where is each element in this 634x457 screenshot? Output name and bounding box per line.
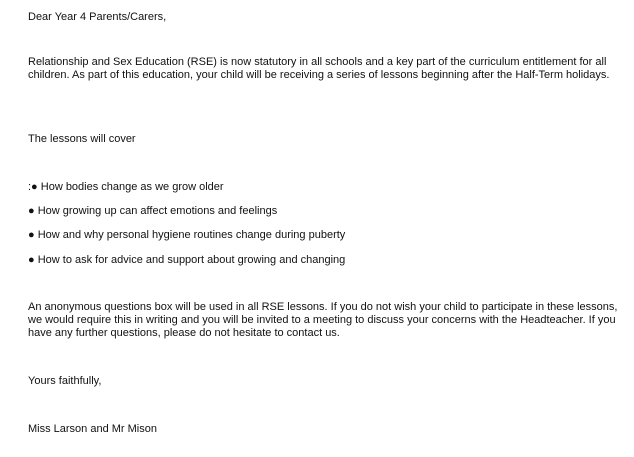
intro-paragraph: Relationship and Sex Education (RSE) is now statutory in all schools and a key part of the curriculum entitlement for all children. As part of this education, your child will be receiving a series of lessons beginning after the Half-Term holidays.	[28, 56, 610, 81]
lessons-intro: The lessons will cover	[28, 133, 136, 145]
bullet-item: ● How growing up can affect emotions and feelings	[28, 205, 278, 217]
bullet-item: :● How bodies change as we grow older	[28, 181, 224, 193]
bullet-item: ● How to ask for advice and support about growing and changing	[28, 254, 346, 266]
closing: Yours faithfully,	[28, 375, 102, 387]
questions-paragraph: An anonymous questions box will be used in all RSE lessons. If you do not wish your child to participate in these lessons, we would require this in writing and you will be invited to a meeting to discuss your concerns with the Headteacher. If you have any further questions, please do not hesitate to contact us.	[28, 301, 618, 339]
bullet-item: ● How and why personal hygiene routines change during puberty	[28, 229, 346, 241]
signature: Miss Larson and Mr Mison	[28, 423, 157, 435]
salutation: Dear Year 4 Parents/Carers,	[28, 11, 167, 23]
